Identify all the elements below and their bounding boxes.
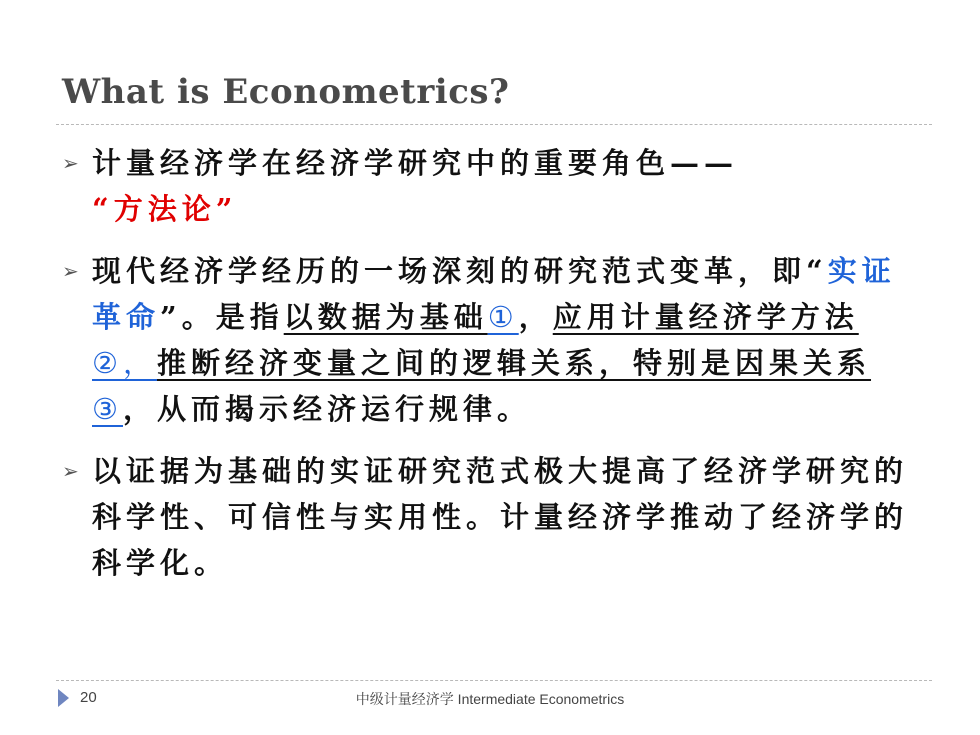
bullet-text <box>92 248 912 432</box>
footer-course-title: 中级计量经济学 Intermediate Econometrics <box>355 691 625 707</box>
quote-open: “ <box>92 192 114 226</box>
slide-content <box>62 140 912 602</box>
footnote-marker-1: ① <box>487 300 519 334</box>
bullet-item <box>62 140 912 232</box>
bullet-item <box>62 448 912 586</box>
footnote-marker-3: ③ <box>92 392 123 426</box>
highlight-methodology: 方法论 <box>113 192 216 226</box>
title-divider <box>56 124 932 125</box>
bullet-2-mid: ”。是指 <box>160 300 284 334</box>
slide-title: What is Econometrics? <box>62 72 510 112</box>
bullet-1-line: 计量经济学在经济学研究中的重要角色—— <box>92 146 739 180</box>
underlined-phrase-method: 应用计量经济学方法 <box>552 300 859 334</box>
underlined-phrase-causality: 推断经济变量之间的逻辑关系，特别是因果关系 <box>157 346 872 380</box>
highlight-empirical-revolution: 实证革命 <box>92 254 896 334</box>
page-number: 20 <box>80 689 97 706</box>
bullet-item <box>62 248 912 432</box>
bullet-arrow-icon: ➢ <box>62 259 79 283</box>
bullet-2-tail: ，从而揭示经济运行规律。 <box>123 392 532 426</box>
bullet-arrow-icon: ➢ <box>62 459 79 483</box>
bullet-arrow-icon: ➢ <box>62 151 79 175</box>
footer-divider <box>56 680 932 681</box>
bullet-text: 以证据为基础的实证研究范式极大提高了经济学研究的科学性、可信性与实用性。计量经济学推动了经济学的科学化。 <box>92 454 909 580</box>
bullet-text <box>92 140 912 232</box>
footnote-marker-2: ②， <box>92 346 157 380</box>
quote-close: ” <box>215 192 238 226</box>
underlined-phrase-data: 以数据为基础 <box>283 300 488 334</box>
bullet-2-lead: 现代经济学经历的一场深刻的研究范式变革，即“ <box>92 254 828 288</box>
separator: ， <box>518 300 553 334</box>
